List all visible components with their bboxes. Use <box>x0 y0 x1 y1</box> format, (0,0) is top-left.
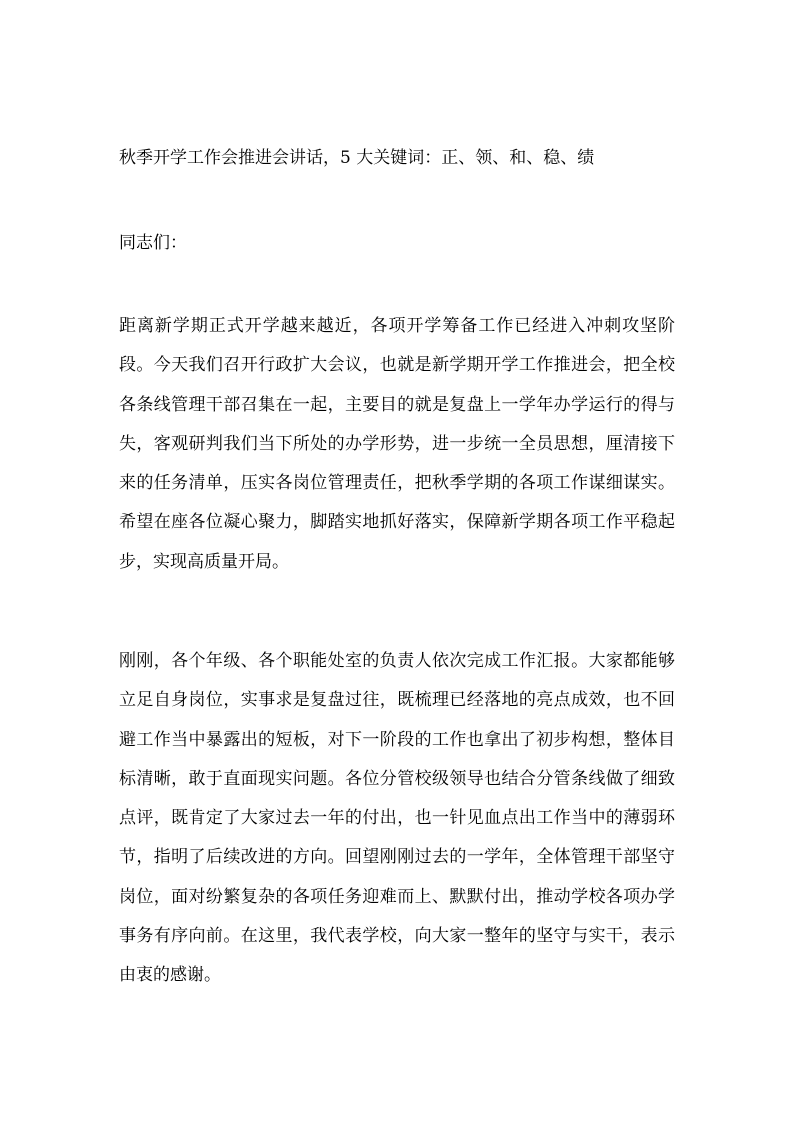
salutation: 同志们： <box>119 233 187 253</box>
paragraph-1: 距离新学期正式开学越来越近，各项开学筹备工作已经进入冲刺攻坚阶段。今天我们召开行政扩大会议，也就是新学期开学工作推进会，把全校各条线管理干部召集在一起，主要目的就是复盘上一学年办学运行的得与失，客观研判我们当下所处的办学形势，进一步统一全员思想，厘清接下来的任务清单，压实各岗位管理责任，把秋季学期的各项工作谋细谋实。希望在座各位凝心聚力，脚踏实地抓好落实，保障新学期各项工作平稳起步，实现高质量开局。 <box>119 316 675 572</box>
paragraph-2: 刚刚，各个年级、各个职能处室的负责人依次完成工作汇报。大家都能够立足自身岗位，实事求是复盘过往，既梳理已经落地的亮点成效，也不回避工作当中暴露出的短板，对下一阶段的工作也拿出了初步构想，整体目标清晰，敢于直面现实问题。各位分管校级领导也结合分管条线做了细致点评，既肯定了大家过去一年的付出，也一针见血点出工作当中的薄弱环节，指明了后续改进的方向。回望刚刚过去的一学年，全体管理干部坚守岗位，面对纷繁复杂的各项任务迎难而上、默默付出，推动学校各项办学事务有序向前。在这里，我代表学校，向大家一整年的坚守与实干，表示由衷的感谢。 <box>119 651 675 986</box>
document-title: 秋季开学工作会推进会讲话，5 大关键词：正、领、和、稳、绩 <box>119 148 595 168</box>
